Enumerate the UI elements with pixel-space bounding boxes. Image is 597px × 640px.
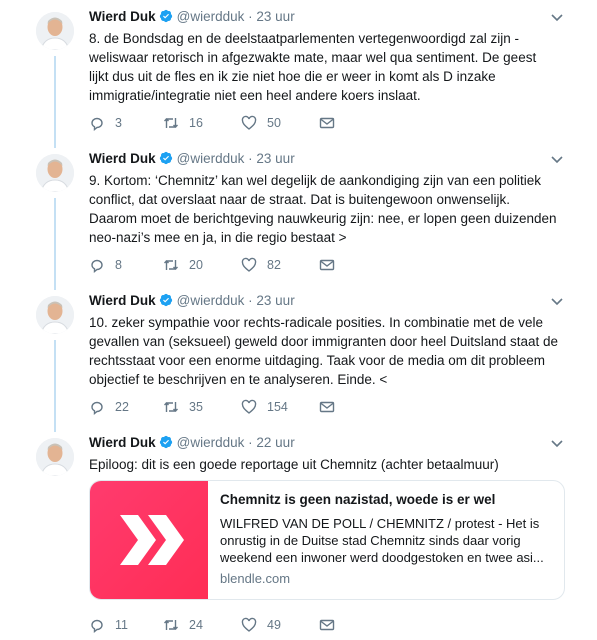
verified-icon — [159, 435, 173, 449]
like-button[interactable] — [241, 257, 281, 273]
timestamp[interactable]: 23 uur — [256, 9, 295, 24]
retweet-icon — [163, 257, 179, 273]
reply-count: 3 — [115, 116, 122, 130]
author-handle[interactable]: @wierdduk — [176, 151, 245, 166]
reply-icon — [89, 257, 105, 273]
like-count: 50 — [267, 116, 281, 130]
like-button[interactable] — [241, 115, 281, 131]
retweet-icon — [163, 115, 179, 131]
separator: · — [248, 151, 253, 166]
separator: · — [248, 435, 253, 450]
like-button[interactable] — [241, 399, 288, 415]
timestamp[interactable]: 23 uur — [256, 293, 295, 308]
reply-count: 11 — [115, 618, 128, 632]
retweet-icon — [163, 399, 179, 415]
author-name[interactable]: Wierd Duk — [89, 9, 156, 24]
message-icon — [319, 115, 335, 131]
reply-button[interactable] — [89, 257, 122, 273]
chevron-down-icon[interactable] — [550, 439, 564, 449]
message-icon — [319, 257, 335, 273]
retweet-button[interactable] — [163, 257, 203, 273]
message-button[interactable] — [319, 617, 335, 633]
like-icon — [241, 399, 257, 415]
verified-icon — [159, 293, 173, 307]
avatar[interactable] — [36, 12, 74, 50]
tweet[interactable] — [0, 4, 597, 140]
retweet-count: 16 — [189, 116, 203, 130]
author-handle[interactable]: @wierdduk — [176, 435, 245, 450]
message-button[interactable] — [319, 399, 335, 415]
like-count: 49 — [267, 618, 281, 632]
like-icon — [241, 257, 257, 273]
like-icon — [241, 115, 257, 131]
timestamp[interactable]: 23 uur — [256, 151, 295, 166]
like-icon — [241, 617, 257, 633]
tweet[interactable] — [0, 146, 597, 282]
tweet-text: 9. Kortom: ‘Chemnitz’ kan wel degelijk de aankondiging zijn van een politiek conflict, dat overslaat naar de straat. Dat is buitengewoon onwenselijk. Daarom moet de berichtgeving nauwkeurig zijn: nee, er lopen geen duizenden neo-nazi’s mee en ja, in die regio bestaat > — [89, 173, 557, 245]
tweet[interactable] — [0, 430, 597, 638]
retweet-button[interactable] — [163, 399, 203, 415]
chevron-down-icon[interactable] — [550, 13, 564, 23]
message-icon — [319, 617, 335, 633]
reply-icon — [89, 399, 105, 415]
reply-button[interactable] — [89, 399, 129, 415]
card-description: WILFRED VAN DE POLL / CHEMNITZ / protest - Het is onrustig in de Duitse stad Chemnitz sinds daar vorig weekend een inwoner werd doodgestoken en twee asi... — [220, 516, 544, 565]
retweet-count: 24 — [189, 618, 203, 632]
link-card[interactable] — [89, 480, 565, 600]
verified-icon — [159, 9, 173, 23]
retweet-button[interactable] — [163, 617, 203, 633]
reply-icon — [89, 115, 105, 131]
card-thumbnail — [90, 481, 208, 599]
chevron-down-icon[interactable] — [550, 297, 564, 307]
avatar[interactable] — [36, 296, 74, 334]
author-name[interactable]: Wierd Duk — [89, 293, 156, 308]
author-name[interactable]: Wierd Duk — [89, 151, 156, 166]
card-title: Chemnitz is geen nazistad, woede is er wel — [220, 492, 496, 507]
blendle-logo-icon — [90, 481, 208, 599]
tweet-text: 8. de Bondsdag en de deelstaatparlementen vertegenwoordigd zal zijn - weliswaar retorisch in afgezwakte mate, maar wel qua sentiment. De geest lijkt dus uit de fles en ik zie niet hoe die er weer in komt als D inzake immigratie/integratie niet een heel andere koers inslaat. — [89, 31, 537, 103]
tweet[interactable] — [0, 288, 597, 424]
like-count: 82 — [267, 258, 281, 272]
reply-count: 8 — [115, 258, 122, 272]
message-icon — [319, 399, 335, 415]
avatar[interactable] — [36, 438, 74, 476]
retweet-count: 35 — [189, 400, 203, 414]
separator: · — [248, 293, 253, 308]
reply-button[interactable] — [89, 617, 128, 633]
separator: · — [248, 9, 253, 24]
author-name[interactable]: Wierd Duk — [89, 435, 156, 450]
avatar[interactable] — [36, 154, 74, 192]
retweet-count: 20 — [189, 258, 203, 272]
message-button[interactable] — [319, 115, 335, 131]
author-handle[interactable]: @wierdduk — [176, 293, 245, 308]
verified-icon — [159, 151, 173, 165]
timestamp[interactable]: 22 uur — [256, 435, 295, 450]
reply-button[interactable] — [89, 115, 122, 131]
reply-icon — [89, 617, 105, 633]
retweet-button[interactable] — [163, 115, 203, 131]
like-count: 154 — [267, 400, 288, 414]
reply-count: 22 — [115, 400, 129, 414]
retweet-icon — [163, 617, 179, 633]
message-button[interactable] — [319, 257, 335, 273]
chevron-down-icon[interactable] — [550, 155, 564, 165]
author-handle[interactable]: @wierdduk — [176, 9, 245, 24]
tweet-text: Epiloog: dit is een goede reportage uit Chemnitz (achter betaalmuur) — [89, 457, 499, 472]
card-domain: blendle.com — [220, 571, 291, 586]
tweet-text: 10. zeker sympathie voor rechts-radicale posities. In combinatie met de vele gevallen van (seksueel) geweld door immigranten door heel Duitsland staat de rechtsstaat voor een enorme uitdaging. Taak voor de media om dit probleem objectief te beschrijven en te analyseren. Einde. < — [89, 315, 559, 387]
like-button[interactable] — [241, 617, 281, 633]
